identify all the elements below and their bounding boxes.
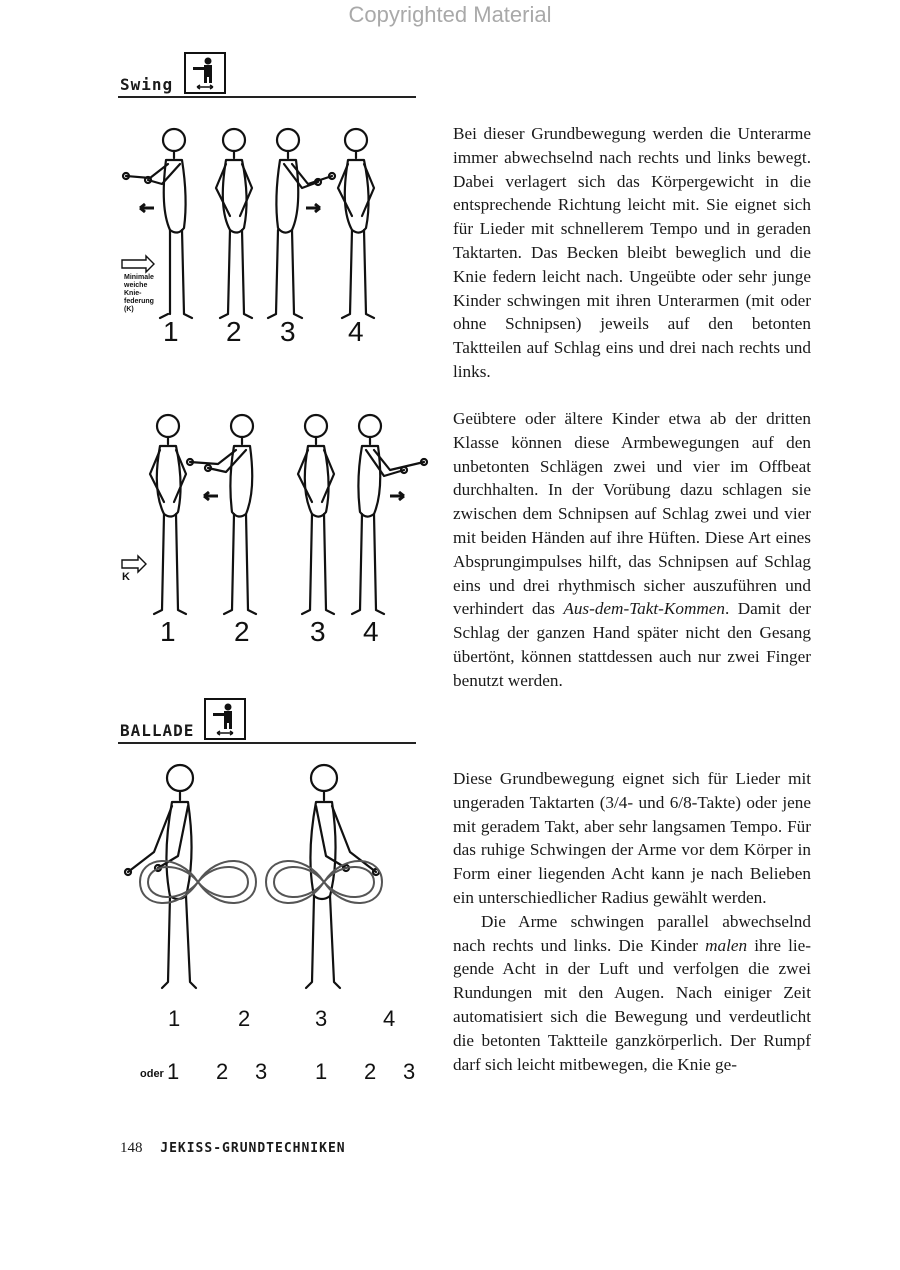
ballade-text: Diese Grundbewegung eignet sich für Lieder mit ungeraden Taktarten (3/4- und 6/8-Takte) oder jene mit geradem Takt, aber sehr langsamen Tempo. Für das ruhige Schwingen der Arme vor dem Körper in Form einer liegenden Acht kann je nach Belieben ein unterschiedlicher Radius gewählt werden. Die Arme schwingen parallel abwechselnd nach rechts und links. Die Kinder malen ihre liegende Acht in der Luft und verfolgen die zwei Rundungen mit den Augen. Nach einiger Zeit automatisiert sich die Bewegung und verdeutlicht die betonten Taktteile ganzkörperlich. Der Rumpf darf sich leicht mitbewegen, die Knie ge- (453, 769, 811, 1074)
swing-figure-3 (268, 129, 335, 318)
offbeat-figure-2 (187, 415, 256, 614)
ballade-count-1: 1 (168, 1006, 181, 1031)
swing-title: Swing (120, 75, 174, 94)
offbeat-knee-arrow (122, 556, 146, 572)
ballade-count-4: 4 (383, 1006, 396, 1031)
offbeat-figure-3 (298, 415, 334, 614)
swing-knee-arrow (122, 256, 154, 272)
ballade-count-2: 2 (238, 1006, 251, 1031)
swing-text: Bei dieser Grundbewegung werden die Unterarme immer abwechselnd nach rechts und links bewegt. Dabei verlagert sich das Körpergewicht in die entsprechende Richtung leicht mit. Sie eignet sich für Lieder mit schnellerem Tempo und in geraden Taktarten. Das Becken bleibt beweglich und die Knie federn leicht nach. Ungeübte oder sehr junge Kinder schwingen mit ihren Unterarmen (mit oder ohne Schnipsen) jeweils auf den betonten Taktteilen auf Schlag eins und drei nach rechts und links. (453, 124, 811, 381)
swing-figure-4 (338, 129, 374, 318)
ballade-figures (118, 756, 418, 996)
swing-pictogram (184, 52, 226, 94)
offbeat-count-4: 4 (363, 616, 379, 647)
offbeat-count-1: 1 (160, 616, 176, 647)
offbeat-figure-4 (352, 415, 427, 614)
offbeat-figures (118, 400, 438, 620)
ballade-alt-count-3: 3 (255, 1059, 268, 1084)
swing-figure-2 (216, 129, 252, 318)
offbeat-count-3: 3 (310, 616, 326, 647)
swing-knee-label: Minimale weiche Knie- federung (K) (124, 274, 154, 313)
swing-count-2: 2 (226, 316, 242, 347)
offbeat-count-2: 2 (234, 616, 250, 647)
ballade-alt-count-5: 2 (364, 1059, 377, 1084)
ballade-count-3: 3 (315, 1006, 328, 1031)
copyright-watermark: Copyrighted Material (348, 2, 552, 27)
running-head: JEKISS-GRUNDTECHNIKEN (160, 1141, 346, 1156)
ballade-pictogram-icon (206, 700, 244, 738)
swing-arrow-right (306, 204, 320, 212)
ballade-alt-count-2: 2 (216, 1059, 229, 1084)
ballade-oder-label: oder (140, 1068, 164, 1080)
offbeat-arrow-left (204, 492, 218, 500)
ballade-title: BALLADE (120, 721, 195, 740)
offbeat-arrow-right (390, 492, 404, 500)
swing-count-3: 3 (280, 316, 296, 347)
swing-figures (118, 118, 438, 328)
ballade-alt-count-1: 1 (167, 1059, 180, 1084)
swing-count-1: 1 (163, 316, 179, 347)
page-number: 148 (120, 1140, 143, 1156)
ballade-alt-count-6: 3 (403, 1059, 416, 1084)
swing-count-4: 4 (348, 316, 364, 347)
ballade-eight-2 (266, 861, 382, 903)
ballade-header (118, 694, 416, 744)
ballade-figure-1 (125, 765, 196, 988)
offbeat-text: Geübtere oder ältere Kinder etwa ab der dritten Klasse können diese Armbewegungen auf den unbetonten Schlägen zwei und vier im Offbeat durchhalten. In der Vorübung dazu schlagen sie zwischen dem Schnipsen auf Schlag zwei und vier mit beiden Händen auf ihre Hüften. Diese Art eines Absprungimpulses hilft, das Schnipsen auf Schlag eins und drei rhythmisch sicher auszuführen und verhindert das Aus-dem-Takt-Kommen. Damit der Schlag der ganzen Hand später nicht den Gesang übertönt, können stattdessen auch nur zwei Finger benutzt werden. (453, 409, 811, 690)
swing-header (118, 50, 416, 98)
swing-arrow-left (140, 204, 154, 212)
ballade-alt-count-4: 1 (315, 1059, 328, 1084)
offbeat-figure-1 (150, 415, 186, 614)
ballade-pictogram (204, 698, 246, 740)
offbeat-k-label: K (122, 571, 130, 583)
ballade-figure-2 (306, 765, 379, 988)
swing-pictogram-icon (186, 54, 224, 92)
page-footer (120, 1140, 346, 1157)
